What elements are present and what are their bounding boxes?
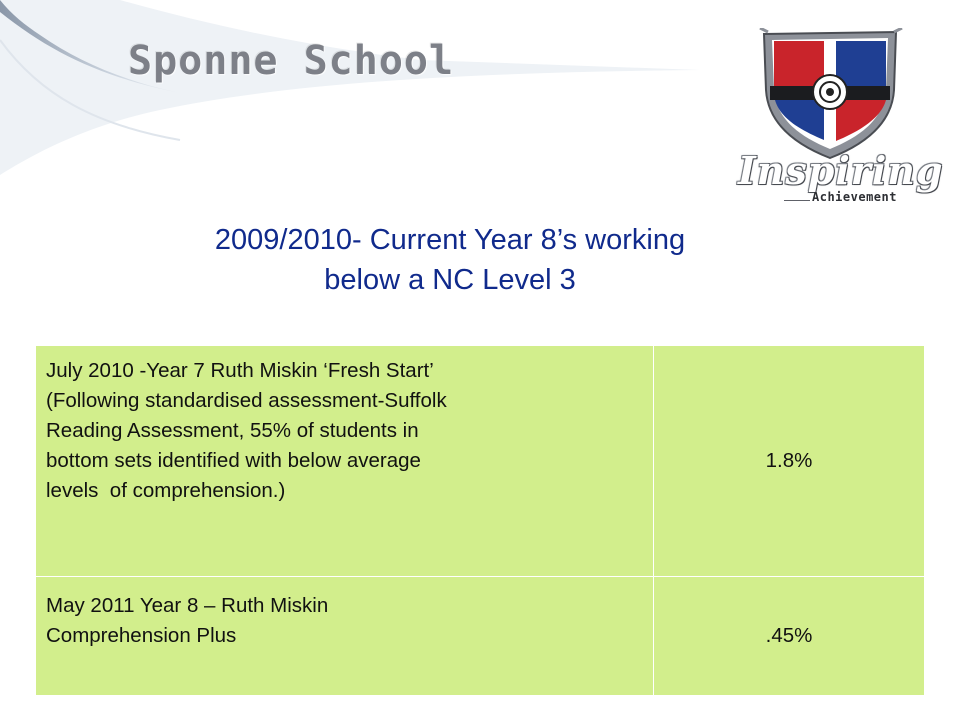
description-line: Reading Assessment, 55% of students in — [46, 419, 419, 442]
slide-title — [150, 220, 750, 300]
table-row — [36, 346, 925, 577]
slide-title-line-2: below a NC Level 3 — [324, 264, 576, 296]
description-line: Comprehension Plus — [46, 624, 237, 647]
row-description — [36, 577, 654, 696]
motto-logo-text: Inspiring — [738, 148, 944, 193]
motto-divider — [784, 200, 810, 201]
description-line: levels of comprehension.) — [46, 479, 286, 502]
school-crest-logo — [756, 28, 904, 160]
motto-subtitle: Achievement — [812, 190, 897, 204]
description-line: bottom sets identified with below average — [46, 449, 421, 472]
row-description — [36, 346, 654, 577]
description-line: July 2010 -Year 7 Ruth Miskin ‘Fresh Start’ — [46, 359, 434, 382]
row-value: 1.8% — [654, 346, 925, 577]
school-name: Sponne School — [128, 38, 455, 84]
results-table — [35, 345, 925, 696]
row-value: .45% — [654, 577, 925, 696]
slide-title-line-1: 2009/2010- Current Year 8’s working — [214, 224, 686, 256]
description-line: May 2011 Year 8 – Ruth Miskin — [46, 594, 329, 617]
table-row — [36, 577, 925, 696]
description-line: (Following standardised assessment-Suffolk — [46, 389, 447, 412]
